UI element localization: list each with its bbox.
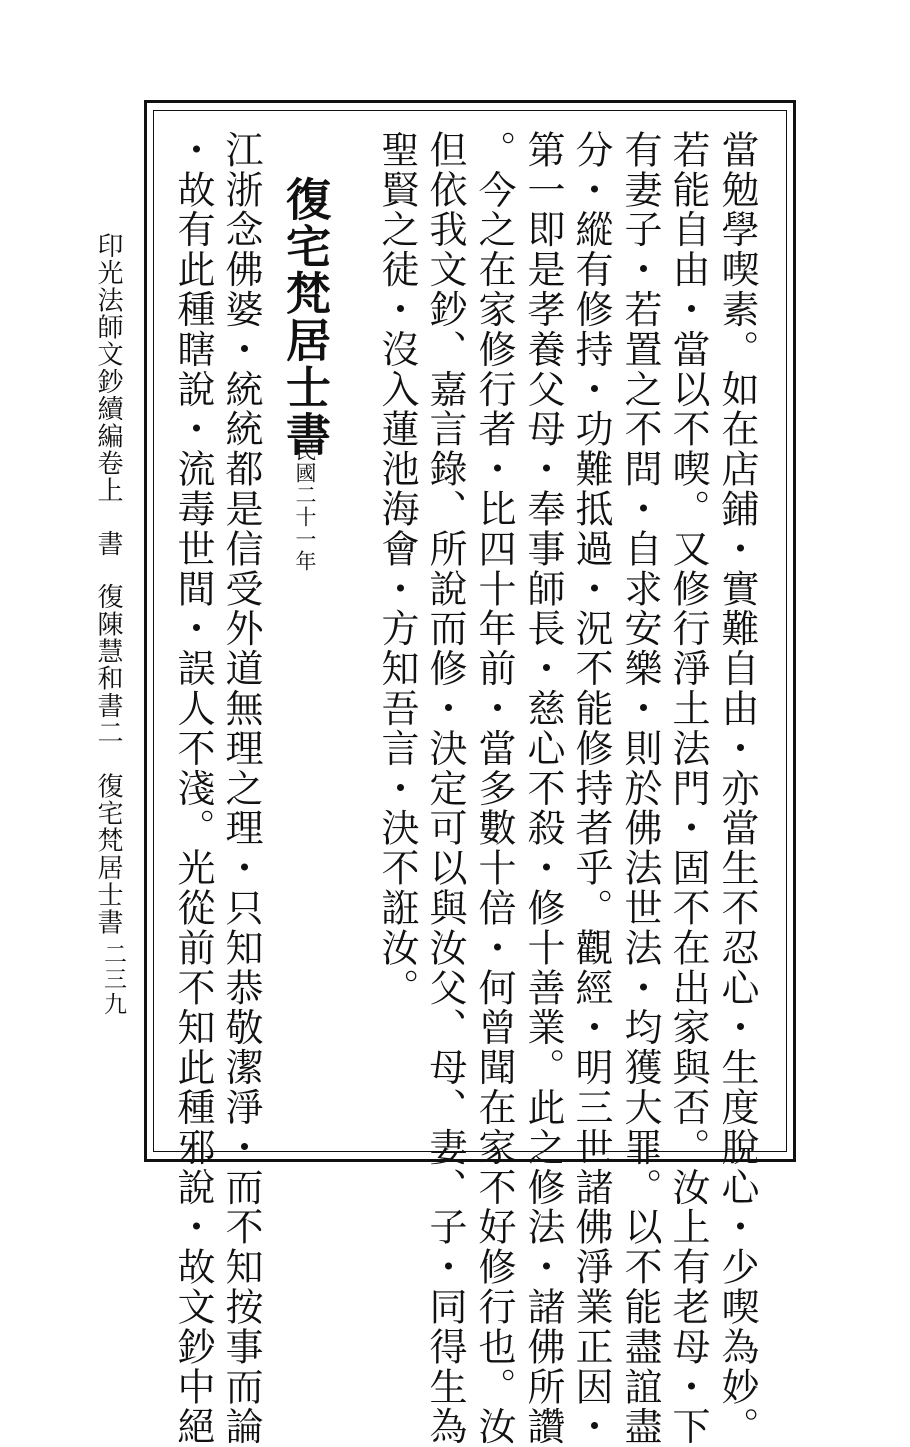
running-header-letter: 復陳慧和書二: [93, 583, 123, 747]
text-column-8: 聖賢之徒・沒入蓮池海會・方知吾言・決不誑汝。: [375, 130, 419, 1008]
text-column-9: 江浙念佛婆・統統都是信受外道無理之理・只知恭敬潔淨・而不知按事而論: [219, 130, 263, 1447]
text-column-7: 但依我文鈔、嘉言錄、所說而修・決定可以與汝父、母、妻、子・同得生為: [423, 130, 467, 1447]
text-column-4: 分・縱有修持・功難抵過・況不能修持者乎。觀經・明三世諸佛淨業正因・: [569, 130, 613, 1447]
letter-title: 復宅梵居士書: [278, 176, 331, 458]
text-column-10: ・故有此種瞎說・流毒世間・誤人不淺。光從前不知此種邪說・故文鈔中絕: [171, 130, 215, 1447]
letter-date: 民國二十一年: [293, 440, 317, 572]
running-header: [95, 232, 121, 936]
text-column-1: 當勉學喫素。如在店鋪・實難自由・亦當生不忍心・生度脫心・少喫為妙。: [715, 130, 759, 1447]
running-header-section: 書: [93, 530, 123, 558]
text-column-6: 。今之在家修行者・比四十年前・當多數十倍・何曾聞在家不好修行也。汝: [472, 130, 516, 1447]
running-header-next-letter: 復宅梵居士書: [93, 772, 123, 936]
text-column-5: 第一即是孝養父母・奉事師長・慈心不殺・修十善業。此之修法・諸佛所讚: [521, 130, 565, 1447]
text-column-3: 有妻子・若置之不問・自求安樂・則於佛法世法・均獲大罪。以不能盡誼盡: [618, 130, 662, 1447]
running-header-book: 印光法師文鈔續編卷上: [93, 232, 123, 504]
text-column-2: 若能自由・當以不喫。又修行淨土法門・固不在出家與否。汝上有老母・下: [666, 130, 710, 1447]
page-number: 二三九: [100, 942, 126, 1017]
